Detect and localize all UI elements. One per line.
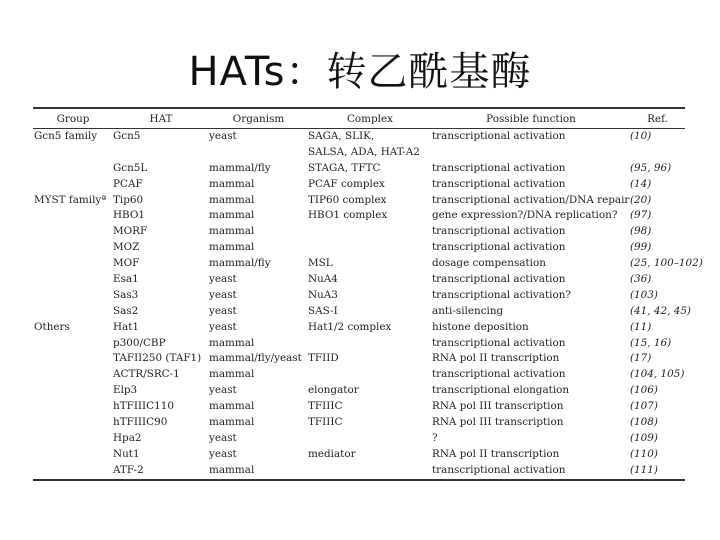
cell-hat: Gcn5 xyxy=(113,130,141,142)
table-row xyxy=(33,161,685,177)
cell-function: transcriptional activation xyxy=(432,336,566,349)
cell-complex: SALSA, ADA, HAT-A2 xyxy=(308,145,420,158)
cell-group xyxy=(33,145,113,161)
table-row xyxy=(33,336,685,352)
header-complex: Complex xyxy=(346,113,394,125)
cell-group xyxy=(33,240,113,256)
cell-hat: Gcn5L xyxy=(113,161,148,174)
cell-organism: yeast xyxy=(209,273,237,286)
table-row xyxy=(33,240,685,256)
cell-ref: (20) xyxy=(630,193,652,206)
cell-hat: Esa1 xyxy=(113,273,139,286)
cell-organism: yeast xyxy=(209,304,237,317)
slide-title: HATs：转乙酰基酶 xyxy=(188,49,532,95)
cell-ref: (11) xyxy=(630,320,652,333)
table-row xyxy=(33,383,685,399)
cell-group xyxy=(33,399,113,415)
cell-complex: TFIIIC xyxy=(308,400,343,413)
cell-ref: (111) xyxy=(630,463,658,476)
header-organism: Organism xyxy=(232,113,285,125)
cell-organism: yeast xyxy=(209,288,237,301)
cell-function: dosage compensation xyxy=(432,257,546,270)
cell-function: transcriptional activation? xyxy=(432,288,571,301)
cell-group xyxy=(33,272,113,288)
cell-group: MYST familyª xyxy=(34,193,107,206)
cell-complex: STAGA, TFTC xyxy=(308,161,381,174)
cell-ref: (108) xyxy=(630,416,658,429)
cell-function: transcriptional activation xyxy=(432,225,566,238)
cell-ref: (15, 16) xyxy=(630,336,672,349)
cell-hat: Hat1 xyxy=(113,320,140,333)
cell-hat: hTFIIIC90 xyxy=(113,416,168,429)
cell-group xyxy=(33,304,113,320)
cell-hat: Tip60 xyxy=(113,193,144,206)
header-group: Group xyxy=(56,113,90,125)
cell-organism: mammal/fly xyxy=(209,161,271,174)
cell-hat: Nut1 xyxy=(113,447,140,460)
cell-complex: TFIID xyxy=(308,352,339,365)
cell-ref: (17) xyxy=(630,352,652,365)
cell-hat: Sas3 xyxy=(113,288,139,301)
cell-complex xyxy=(308,336,432,352)
cell-organism: mammal xyxy=(209,193,255,206)
cell-complex xyxy=(308,224,432,240)
cell-group xyxy=(33,431,113,447)
cell-function: gene expression?/DNA replication? xyxy=(432,209,618,222)
cell-function: transcriptional activation xyxy=(432,130,566,142)
cell-function xyxy=(432,145,630,161)
table-row xyxy=(33,399,685,415)
cell-group xyxy=(33,161,113,177)
header-ref: Ref. xyxy=(647,113,668,125)
cell-ref xyxy=(630,145,685,161)
table-row xyxy=(33,304,685,320)
table-row xyxy=(33,208,685,224)
cell-complex xyxy=(308,463,432,480)
cell-ref: (107) xyxy=(630,400,658,413)
cell-group xyxy=(33,177,113,193)
cell-complex: NuA4 xyxy=(308,273,338,286)
table-body xyxy=(33,129,703,480)
cell-complex: Hat1/2 complex xyxy=(308,320,392,333)
table-row xyxy=(33,177,685,193)
cell-function: transcriptional activation xyxy=(432,463,566,476)
cell-complex: SAS-I xyxy=(308,304,338,317)
cell-group xyxy=(33,336,113,352)
cell-complex xyxy=(308,367,432,383)
table-row xyxy=(33,224,685,240)
table-row xyxy=(33,256,685,272)
cell-hat: Elp3 xyxy=(113,384,138,397)
table-header-row xyxy=(33,108,685,129)
cell-group xyxy=(33,447,113,463)
cell-hat: MOZ xyxy=(113,241,140,254)
cell-hat: MOF xyxy=(113,257,140,270)
cell-complex: SAGA, SLIK, xyxy=(308,130,375,142)
cell-organism: yeast xyxy=(209,384,237,397)
header-hat: HAT xyxy=(149,113,173,125)
table-row xyxy=(33,288,685,304)
cell-complex: MSL xyxy=(308,257,333,270)
cell-ref: (110) xyxy=(630,447,658,460)
cell-group xyxy=(33,463,113,480)
hat-table-container xyxy=(33,107,703,481)
cell-function: RNA pol III transcription xyxy=(432,416,564,429)
table-row xyxy=(33,367,685,383)
cell-ref: (99) xyxy=(630,241,652,254)
cell-organism xyxy=(209,145,308,161)
cell-function: transcriptional activation xyxy=(432,177,566,190)
table-row xyxy=(33,415,685,431)
cell-complex xyxy=(308,431,432,447)
table-row xyxy=(33,447,685,463)
cell-ref: (104, 105) xyxy=(630,368,685,381)
cell-organism: mammal xyxy=(209,209,255,222)
cell-function: transcriptional activation xyxy=(432,273,566,286)
cell-hat: HBO1 xyxy=(113,209,146,222)
cell-complex: TIP60 complex xyxy=(308,193,387,206)
cell-complex xyxy=(308,240,432,256)
cell-group xyxy=(33,208,113,224)
cell-organism: mammal xyxy=(209,416,255,429)
cell-organism: mammal xyxy=(209,336,255,349)
cell-organism: mammal/fly/yeast xyxy=(209,352,302,365)
cell-group xyxy=(33,415,113,431)
table-row xyxy=(33,463,685,480)
cell-function: transcriptional activation xyxy=(432,368,566,381)
cell-ref: (14) xyxy=(630,177,652,190)
cell-function: transcriptional elongation xyxy=(432,384,570,397)
header-function: Possible function xyxy=(486,113,576,125)
cell-hat: Sas2 xyxy=(113,304,139,317)
cell-group xyxy=(33,351,113,367)
table-row xyxy=(33,272,685,288)
cell-function: RNA pol III transcription xyxy=(432,400,564,413)
table-row xyxy=(33,145,685,161)
cell-hat: ATF-2 xyxy=(113,463,144,476)
cell-ref: (98) xyxy=(630,225,652,238)
cell-ref: (41, 42, 45) xyxy=(630,304,691,317)
cell-ref: (106) xyxy=(630,384,658,397)
cell-ref: (97) xyxy=(630,209,652,222)
cell-group xyxy=(33,224,113,240)
cell-complex: PCAF complex xyxy=(308,177,385,190)
cell-hat xyxy=(113,145,209,161)
hat-table xyxy=(33,107,703,481)
cell-ref: (25, 100–102) xyxy=(630,257,703,270)
cell-function: histone deposition xyxy=(432,320,529,333)
cell-organism: yeast xyxy=(209,320,237,333)
table-row xyxy=(33,320,685,336)
cell-function: RNA pol II transcription xyxy=(432,352,560,365)
cell-ref: (109) xyxy=(630,431,658,444)
cell-organism: mammal xyxy=(209,177,255,190)
cell-complex: mediator xyxy=(308,447,356,460)
cell-ref: (10) xyxy=(630,130,652,142)
cell-complex: NuA3 xyxy=(308,288,338,301)
table-row xyxy=(33,129,685,145)
cell-organism: yeast xyxy=(209,447,237,460)
cell-function: ? xyxy=(432,431,438,444)
cell-group xyxy=(33,256,113,272)
cell-complex: HBO1 complex xyxy=(308,209,388,222)
cell-organism: mammal xyxy=(209,241,255,254)
table-row xyxy=(33,351,685,367)
cell-organism: mammal xyxy=(209,368,255,381)
cell-organism: yeast xyxy=(209,130,237,142)
cell-function: transcriptional activation xyxy=(432,241,566,254)
cell-hat: ACTR/SRC-1 xyxy=(113,368,180,381)
cell-hat: p300/CBP xyxy=(113,336,166,349)
cell-organism: mammal xyxy=(209,463,255,476)
table-row xyxy=(33,431,685,447)
cell-function: transcriptional activation xyxy=(432,161,566,174)
cell-hat: MORF xyxy=(113,225,148,238)
cell-function: anti-silencing xyxy=(432,304,504,317)
cell-organism: mammal xyxy=(209,400,255,413)
cell-ref: (95, 96) xyxy=(630,161,672,174)
cell-group xyxy=(33,288,113,304)
cell-organism: mammal xyxy=(209,225,255,238)
cell-complex: TFIIIC xyxy=(308,416,343,429)
cell-group: Gcn5 family xyxy=(34,130,98,142)
cell-organism: yeast xyxy=(209,431,237,444)
cell-group xyxy=(33,367,113,383)
cell-function: RNA pol II transcription xyxy=(432,447,560,460)
cell-complex: elongator xyxy=(308,384,359,397)
cell-ref: (103) xyxy=(630,288,658,301)
cell-group xyxy=(33,383,113,399)
cell-function: transcriptional activation/DNA repair xyxy=(432,193,630,206)
cell-ref: (36) xyxy=(630,273,652,286)
cell-organism: mammal/fly xyxy=(209,257,271,270)
cell-hat: TAFII250 (TAF1) xyxy=(113,352,202,365)
table-row xyxy=(33,193,685,209)
cell-group: Others xyxy=(34,320,70,333)
cell-hat: hTFIIIC110 xyxy=(113,400,174,413)
cell-hat: Hpa2 xyxy=(113,431,142,444)
cell-hat: PCAF xyxy=(113,177,143,190)
